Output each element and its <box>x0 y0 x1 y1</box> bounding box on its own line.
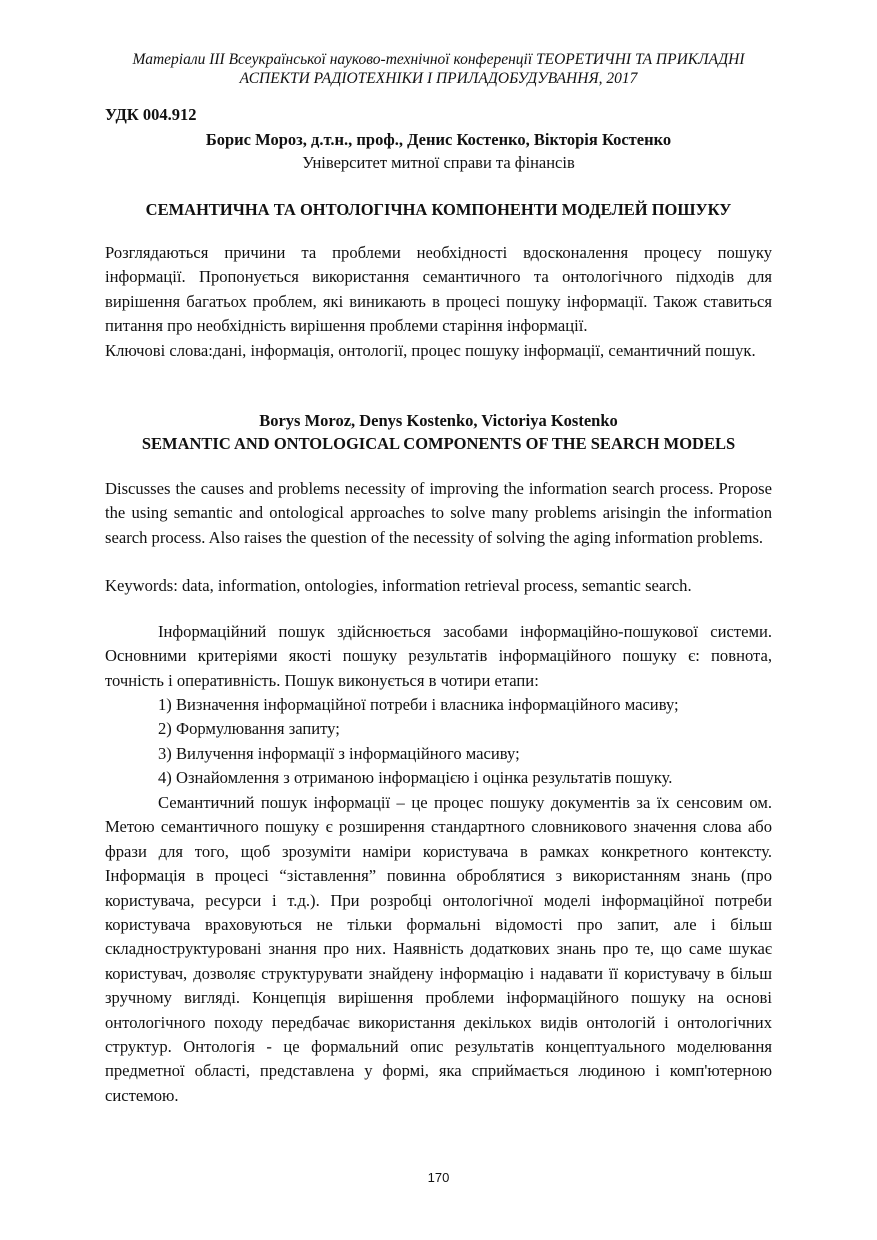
udk-code: УДК 004.912 <box>105 105 197 124</box>
list-item: 2) Формулювання запиту; <box>158 719 340 739</box>
authors-ua: Борис Мороз, д.т.н., проф., Денис Костенко, Вікторія Костенко <box>205 130 672 149</box>
paper-title-en: SEMANTIC AND ONTOLOGICAL COMPONENTS OF THE SEARCH MODELS <box>141 434 736 453</box>
abstract-en: Discusses the causes and problems necessity of improving the information search process. Propose the using semantic and ontological approaches to solve many problems arisingin the information search process. Also raises the question of the necessity of solving the aging information problems. <box>105 479 772 547</box>
stages-list <box>158 693 772 791</box>
affiliation: Університет митної справи та фінансів <box>302 153 575 172</box>
list-item: 4) Ознайомлення з отриманою інформацією і оцінка результатів пошуку. <box>158 768 673 788</box>
paper-title-ua: СЕМАНТИЧНА ТА ОНТОЛОГІЧНА КОМПОНЕНТИ МОДЕЛЕЙ ПОШУКУ <box>145 200 732 219</box>
list-item: 1) Визначення інформаційної потреби і власника інформаційного масиву; <box>158 695 679 714</box>
page-number: 170 <box>427 1170 450 1185</box>
keywords-ua: Ключові слова:дані, інформація, онтології, процес пошуку інформації, семантичний пошук. <box>105 341 756 360</box>
authors-en: Borys Moroz, Denys Kostenko, Victoriya Kostenko <box>259 411 618 430</box>
body-paragraph-2: Семантичний пошук інформації – це процес пошуку документів за їх сенсовим ом. Метою семантичного пошуку є розширення стандартного словникового значення слова або фрази для того, щоб зрозуміти наміри користувача в рамках конкретного контексту. Інформація в процесі “зіставлення” повинна оброблятися з використанням знань (про користувача, ресурси і т.д.). При розробці онтологічної моделі інформаційної потреби користувача враховуються не тільки формальні відомості про запит, але і більш складноструктуровані знання про них. Наявність додаткових знань про те, що саме шукає користувач, дозволяє структурувати знайдену інформацію і надавати її користувачу в більш зручному вигляді. Концепція вирішення проблеми інформаційного пошуку на основі онтологічного походу передбачає використання декількох видів онтологій і онтологічних структур. Онтологія - це формальний опис результатів концептуального моделювання предметної області, представлена у формі, яка сприймається людиною і комп'ютерною системою. <box>105 793 772 1105</box>
keywords-en: Keywords: data, information, ontologies, information retrieval process, semantic search. <box>105 576 692 595</box>
conference-header-line-2: АСПЕКТИ РАДІОТЕХНІКИ І ПРИЛАДОБУДУВАННЯ, 2017 <box>239 70 638 87</box>
conference-header-line-1: Матеріали ІІІ Всеукраїнської науково-технічної конференції ТЕОРЕТИЧНІ ТА ПРИКЛАДНІ <box>132 51 745 68</box>
abstract-ua: Розглядаються причини та проблеми необхідності вдосконалення процесу пошуку інформації. Пропонується використання семантичного та онтологічного підходів для вирішення багатьох проблем, які виникають в процесі пошуку інформації. Також ставиться питання про необхідність вирішення проблеми старіння інформації. <box>105 243 772 336</box>
list-item: 3) Вилучення інформації з інформаційного масиву; <box>158 743 520 763</box>
conference-header <box>105 50 772 88</box>
body-paragraph-1: Інформаційний пошук здійснюється засобами інформаційно-пошукової системи. Основними критеріями якості пошуку результатів інформаційного пошуку є: повнота, точність і оперативність. Пошук виконується в чотири етапи: <box>105 622 772 690</box>
